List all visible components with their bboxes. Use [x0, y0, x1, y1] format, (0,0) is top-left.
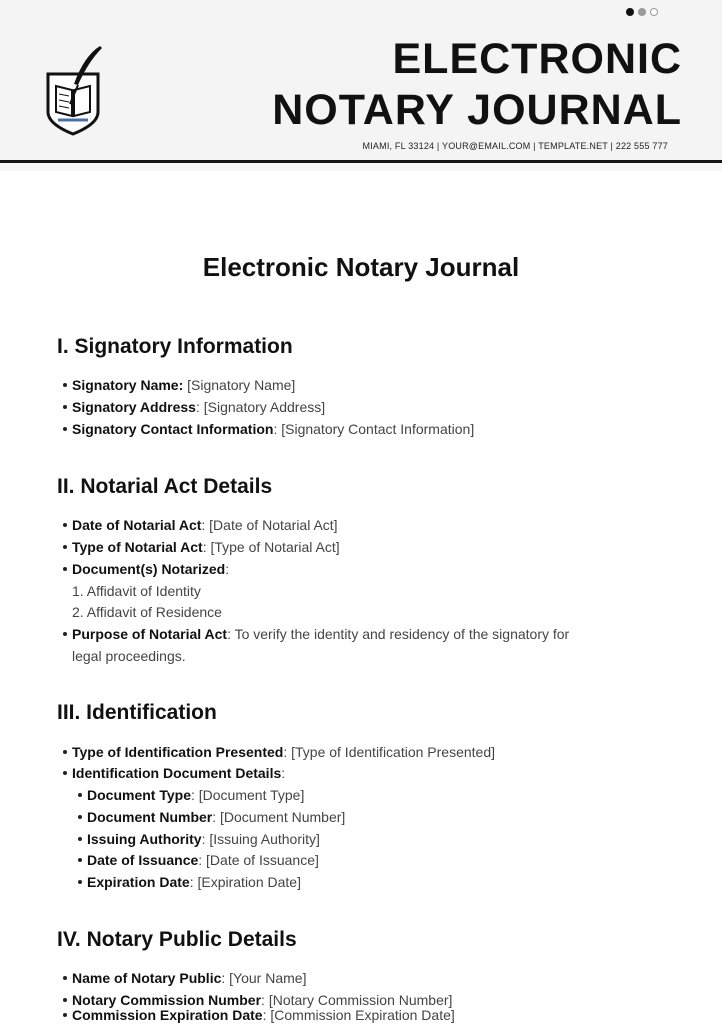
item-value: : [Notary Commission Number] — [261, 992, 453, 1008]
section-heading-signatory: I. Signatory Information — [57, 335, 293, 358]
section-heading-notarial-act: II. Notarial Act Details — [57, 475, 273, 498]
list-item — [72, 625, 569, 643]
item-value: : — [281, 765, 286, 781]
page-indicator[interactable] — [626, 8, 658, 16]
sub-list-item — [87, 830, 320, 848]
header-title — [272, 34, 682, 136]
list-item — [72, 516, 338, 534]
list-item — [72, 398, 325, 416]
sub-list-item — [87, 786, 304, 804]
list-item — [72, 538, 340, 556]
item-value: : [Date of Issuance] — [198, 852, 319, 868]
list-item — [72, 764, 285, 782]
item-value: : [Commission Expiration Date] — [262, 1007, 455, 1023]
sub-list-item — [87, 873, 301, 891]
item-label: Document Type — [87, 787, 191, 803]
header-title-line1: ELECTRONIC — [392, 35, 682, 83]
item-value: : [Type of Identification Presented] — [283, 744, 496, 760]
list-item — [72, 969, 306, 987]
contact-line: MIAMI, FL 33124 | YOUR@EMAIL.COM | TEMPLATE.NET | 222 555 777 — [362, 141, 668, 151]
item-value: : [Issuing Authority] — [201, 831, 320, 847]
item-label: Name of Notary Public — [72, 970, 222, 986]
item-label: Expiration Date — [87, 874, 190, 890]
item-label: Date of Issuance — [87, 852, 199, 868]
list-item — [72, 743, 495, 761]
item-value: : [Document Type] — [190, 787, 305, 803]
item-value: : [Your Name] — [221, 970, 307, 986]
item-value: : [Date of Notarial Act] — [201, 517, 338, 533]
item-label: Document(s) Notarized — [72, 561, 226, 577]
item-label: Issuing Authority — [87, 831, 202, 847]
page-dot-2[interactable] — [638, 8, 646, 16]
item-value: : [Signatory Address] — [195, 399, 326, 415]
item-value: : — [225, 561, 230, 577]
list-item — [72, 376, 295, 394]
page-dot-1[interactable] — [626, 8, 634, 16]
header-gap — [0, 163, 722, 171]
section-heading-notary-public: IV. Notary Public Details — [57, 928, 297, 951]
list-item — [72, 420, 474, 438]
notary-logo-icon — [44, 44, 104, 136]
item-value: : [Type of Notarial Act] — [202, 539, 340, 555]
section-heading-identification: III. Identification — [57, 701, 217, 724]
header-title-line2: NOTARY JOURNAL — [272, 86, 682, 134]
item-value: : [Expiration Date] — [189, 874, 301, 890]
item-value: : To verify the identity and residency of the signatory for — [227, 626, 570, 642]
sub-list-item — [87, 851, 319, 869]
item-label: Notary Commission Number — [72, 992, 262, 1008]
document-title: Electronic Notary Journal — [202, 252, 520, 282]
item-label: Signatory Name: — [72, 377, 184, 393]
item-label: Signatory Contact Information — [72, 421, 274, 437]
numbered-item: 1. Affidavit of Identity — [72, 583, 201, 599]
numbered-item: 2. Affidavit of Residence — [72, 604, 222, 620]
item-label: Identification Document Details — [72, 765, 282, 781]
item-label: Signatory Address — [72, 399, 196, 415]
list-item — [72, 1006, 455, 1024]
item-label: Purpose of Notarial Act — [72, 626, 228, 642]
item-label: Date of Notarial Act — [72, 517, 202, 533]
list-item-continuation: legal proceedings. — [72, 648, 186, 664]
item-value: : [Signatory Contact Information] — [273, 421, 475, 437]
item-label: Type of Identification Presented — [72, 744, 284, 760]
list-item — [72, 560, 229, 578]
header — [0, 0, 722, 163]
item-value: [Signatory Name] — [183, 377, 296, 393]
item-label: Document Number — [87, 809, 213, 825]
item-label: Commission Expiration Date — [72, 1007, 263, 1023]
item-value: : [Document Number] — [212, 809, 346, 825]
item-label: Type of Notarial Act — [72, 539, 203, 555]
sub-list-item — [87, 808, 345, 826]
page-dot-3[interactable] — [650, 8, 658, 16]
